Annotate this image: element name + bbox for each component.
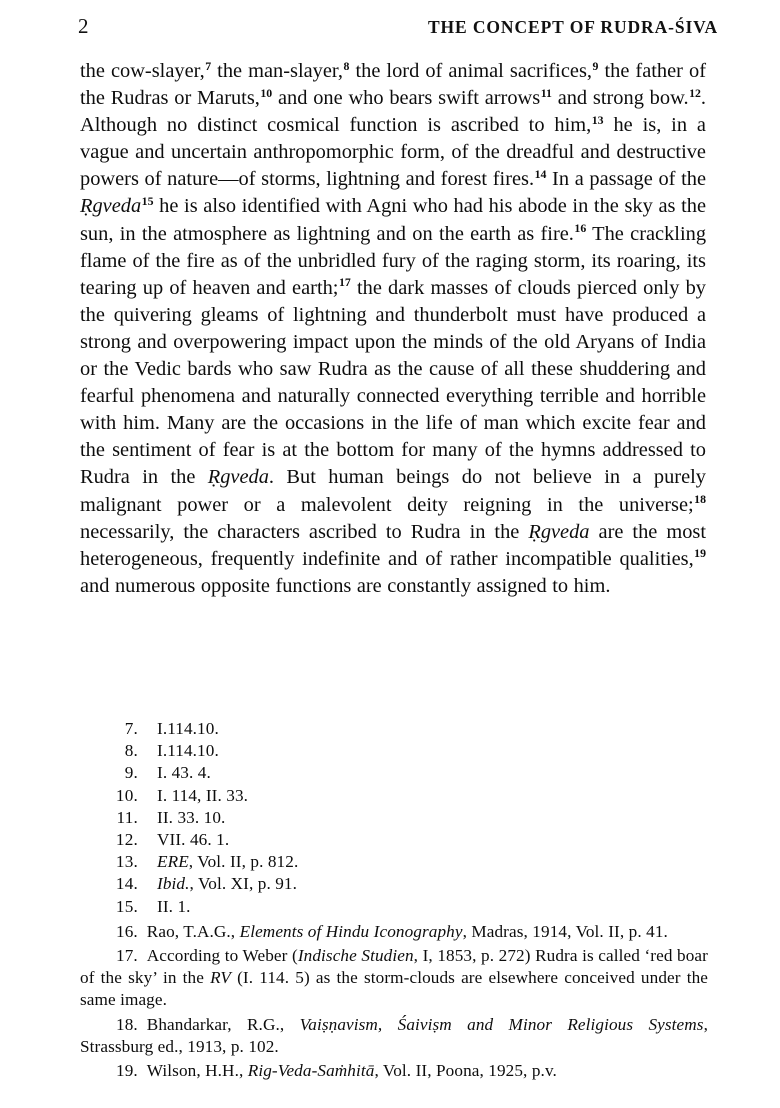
- footnote-item: [80, 762, 708, 784]
- footnote-item-18: [80, 1014, 708, 1058]
- footnote-number: 8.: [124, 741, 138, 761]
- footnote-text: I.114.10.: [157, 719, 219, 738]
- footnote-item: [80, 829, 708, 851]
- running-header: [78, 14, 718, 42]
- footnote-number: 13.: [115, 852, 138, 872]
- running-title: THE CONCEPT OF RUDRA-ŚIVA: [427, 16, 718, 38]
- footnote-item: [80, 807, 708, 829]
- footnote-item-17: [80, 945, 708, 1012]
- footnote-text: I.114.10.: [157, 741, 219, 761]
- body-text-block: [80, 58, 706, 600]
- footnote-text: According to Weber (Indische Studien, I, 1853, p. 272) Rudra is called ‘red boar of the sky’ in the RV (I. 114. 5) as the storm-clouds are elsewhere conceived under the same image.: [80, 946, 708, 1010]
- footnote-number: 15.: [115, 896, 138, 916]
- footnote-text: I. 114, II. 33.: [157, 785, 249, 805]
- footnote-number: 9.: [124, 763, 138, 783]
- footnote-number: 19.: [116, 1061, 138, 1081]
- footnote-item-14: [80, 873, 708, 895]
- footnote-number: 11.: [116, 807, 138, 827]
- footnote-number: 17.: [116, 946, 138, 966]
- footnote-text: Wilson, H.H., Rig-Veda-Saṁhitā, Vol. II, Poona, 1925, p.v.: [146, 1061, 557, 1081]
- footnote-text: VII. 46. 1.: [157, 830, 230, 850]
- footnote-text: Rao, T.A.G., Elements of Hindu Iconography, Madras, 1914, Vol. II, p. 41.: [146, 921, 668, 941]
- footnote-text: ERE, Vol. II, p. 812.: [157, 852, 299, 872]
- page-number: 2: [78, 14, 89, 38]
- body-paragraph: the cow-slayer,$^7$ the man-slayer,$^8$ the lord of animal sacrifices,$^9$ the father of the Rudras or Maruts,$^{10}$ and one who bears swift arrows$^{11}$ and strong bow.$^{12}$. Although no distinct cosmical function is ascribed to him,$^{13}$ he is, in a vague and uncertain anthropomorphic form, of the dreadful and destructive powers of nature—of storms, lightning and forest fires.$^{14}$ In a passage of the Ṛgveda$^{15}$ he is also identified with Agni who had his abode in the sky as the sun, in the atmosphere as lightning and on the earth as fire.$^{16}$ The crackling flame of the fire as of the unbridled fury of the raging storm, its roaring, its tearing up of heaven and earth;$^{17}$ the dark masses of clouds pierced only by the quivering gleams of lightning and thunderbolt must have produced a strong and overpowering impact upon the minds of the old Aryans of India or the Vedic bards who saw Rudra as the cause of all these shuddering and fearful phenomena and naturally connected everything terrible and horrible with him. Many are the occasions in the life of man which excite fear and the sentiment of fear is at the bottom for many of the hymns addressed to Rudra in the Ṛgveda. But human beings do not believe in a purely malignant power or a malevolent deity reigning in the universe;$^{18}$ necessarily, the characters ascribed to Rudra in the Ṛgveda are the most heterogeneous, frequently indefinite and of rather incompatible qualities,$^{19}$ and numerous opposite functions are constantly assigned to him.: [80, 58, 707, 597]
- footnote-item: [80, 718, 708, 740]
- footnote-number: 10.: [115, 785, 138, 805]
- footnote-item: [80, 785, 708, 807]
- footnote-item-19: [80, 1060, 708, 1082]
- footnote-text: Ibid., Vol. XI, p. 91.: [157, 874, 298, 894]
- footnote-text: II. 33. 10.: [157, 807, 226, 827]
- footnote-text: I. 43. 4.: [157, 763, 211, 783]
- footnote-item-16: [80, 921, 708, 943]
- footnote-number: 14.: [115, 874, 138, 894]
- footnote-number: 18.: [116, 1014, 138, 1034]
- footnote-item-13: [80, 851, 708, 873]
- footnote-number: 12.: [115, 830, 138, 850]
- footnote-item-15: [80, 896, 708, 918]
- footnote-number: 7.: [124, 719, 138, 738]
- footnote-list: [80, 718, 708, 1082]
- footnote-text: II. 1.: [157, 896, 191, 916]
- footnote-item: [80, 740, 708, 762]
- footnote-number: 16.: [116, 921, 138, 941]
- footnote-text: Bhandarkar, R.G., Vaiṣṇavism, Śaiviṣm and Minor Religious Systems, Strassburg ed., 1913, p. 102.: [80, 1014, 708, 1056]
- footnote-simple-group: [80, 718, 708, 851]
